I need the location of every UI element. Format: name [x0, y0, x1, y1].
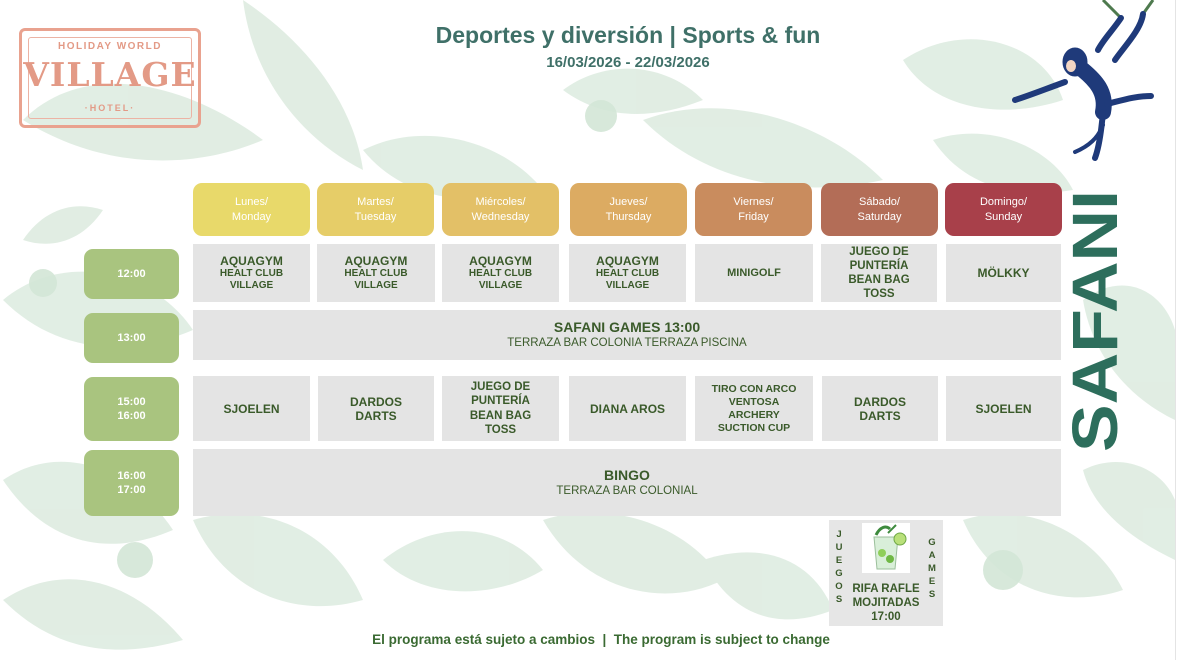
- activity-location: TERRAZA BAR COLONIAL: [556, 484, 698, 497]
- activity-cell-tue-12: [317, 244, 435, 302]
- activity-name: MINIGOLF: [727, 267, 781, 279]
- activity-cell-wed-15: [442, 376, 559, 441]
- day-header-thursday: [570, 183, 687, 236]
- activity-name: SUCTION CUP: [717, 421, 791, 434]
- activity-name: DARTS: [859, 408, 901, 423]
- schedule-page: [3, 0, 1176, 660]
- day-label-es: Lunes/: [234, 195, 269, 208]
- activity-name: AQUAGYM: [344, 254, 408, 268]
- activity-cell-fri-15: [695, 376, 813, 441]
- activity-name: ARCHERY: [728, 408, 780, 421]
- activity-location: HEALT CLUB: [219, 268, 284, 279]
- activity-cell-sat-12: [821, 244, 937, 302]
- logo-main-text: VILLAGE: [23, 55, 197, 94]
- activity-name: SJOELEN: [223, 401, 280, 416]
- activity-name: VENTOSA: [728, 395, 780, 408]
- activity-name: AQUAGYM: [469, 254, 532, 268]
- time-label-end: 17:00: [117, 484, 146, 496]
- activity-location: HEALT CLUB: [344, 268, 408, 279]
- day-header-sunday: [945, 183, 1062, 236]
- day-label-es: Domingo/: [979, 195, 1028, 208]
- monkey-illustration: [1003, 0, 1175, 170]
- time-slot-12: [84, 249, 179, 299]
- raffle-box: [829, 520, 943, 626]
- day-header-monday: [193, 183, 310, 236]
- activity-name: DARDOS: [853, 394, 906, 409]
- day-label-en: Sunday: [984, 210, 1023, 223]
- day-header-wednesday: [442, 183, 559, 236]
- day-header-friday: [695, 183, 812, 236]
- safani-brand-vertical: [1059, 186, 1131, 456]
- activity-name: JUEGO DE: [470, 380, 531, 393]
- raffle-line2: MOJITADAS: [852, 597, 920, 609]
- activity-name: PUNTERÍA: [849, 260, 909, 272]
- raffle-line1: RIFA RAFLE: [852, 583, 920, 595]
- activity-name: DIANA AROS: [589, 401, 666, 416]
- day-label-en: Wednesday: [471, 210, 530, 223]
- day-label-es: Viernes/: [733, 195, 774, 208]
- activity-name: TIRO CON ARCO: [711, 382, 797, 395]
- activity-name: BEAN BAG: [469, 409, 532, 422]
- activity-cell-sun-15: [946, 376, 1061, 441]
- raffle-text: [845, 582, 927, 624]
- activity-location: VILLAGE: [229, 280, 274, 291]
- activity-cell-thu-15: [569, 376, 686, 441]
- day-label-es: Miércoles/: [475, 195, 526, 208]
- activity-cell-mon-15: [193, 376, 310, 441]
- day-label-es: Sábado/: [859, 195, 900, 208]
- activity-cell-tue-15: [318, 376, 434, 441]
- activity-location: HEALT CLUB: [595, 268, 660, 279]
- day-label-en: Friday: [738, 210, 769, 223]
- activity-name: SAFANI GAMES 13:00: [553, 319, 701, 335]
- footer-disclaimer: El programa está sujeto a cambios | The program is subject to change: [372, 632, 830, 647]
- day-header-tuesday: [317, 183, 434, 236]
- logo-top-text: HOLIDAY WORLD: [58, 41, 162, 52]
- activity-location: TERRAZA BAR COLONIA TERRAZA PISCINA: [507, 337, 747, 349]
- activity-name: SJOELEN: [975, 401, 1032, 416]
- activity-row-13-safani-games: [193, 310, 1061, 360]
- day-label-en: Monday: [231, 210, 272, 223]
- time-label: 13:00: [117, 332, 146, 344]
- activity-location: HEALT CLUB: [468, 268, 533, 279]
- time-slot-16-17: [84, 450, 179, 516]
- hotel-logo: [19, 28, 201, 128]
- mojito-glass-icon: [862, 523, 910, 573]
- activity-row-16-bingo: [193, 449, 1061, 516]
- activity-name: DARTS: [355, 408, 397, 423]
- day-label-en: Thursday: [605, 210, 652, 223]
- raffle-time: 17:00: [871, 611, 901, 623]
- activity-name: BINGO: [604, 466, 650, 483]
- activity-name: PUNTERÍA: [471, 395, 530, 407]
- time-slot-13: [84, 313, 179, 363]
- activity-location: VILLAGE: [478, 280, 523, 291]
- day-label-en: Tuesday: [354, 210, 397, 223]
- time-label: 12:00: [117, 268, 146, 280]
- activity-name: TOSS: [863, 288, 895, 300]
- games-vertical-label: G A M E S: [928, 537, 936, 600]
- activity-name: AQUAGYM: [220, 254, 283, 268]
- time-label-start: 15:00: [117, 396, 146, 408]
- activity-location: VILLAGE: [605, 280, 650, 291]
- safani-text: SAFANI: [1059, 217, 1131, 452]
- activity-cell-wed-12: [442, 244, 559, 302]
- time-label-end: 16:00: [117, 410, 146, 422]
- activity-cell-sun-12: [946, 244, 1061, 302]
- day-label-es: Jueves/: [609, 195, 648, 208]
- day-header-saturday: [821, 183, 938, 236]
- activity-location: VILLAGE: [354, 280, 398, 291]
- date-range: 16/03/2026 - 22/03/2026: [546, 54, 710, 71]
- activity-cell-sat-15: [822, 376, 938, 441]
- day-label-en: Saturday: [857, 210, 902, 223]
- activity-name: AQUAGYM: [596, 254, 659, 268]
- time-label-start: 16:00: [117, 470, 146, 482]
- activity-name: TOSS: [484, 424, 517, 436]
- juegos-vertical-label: J U E G O S: [835, 529, 843, 605]
- page-title: Deportes y diversión | Sports & fun: [435, 22, 821, 48]
- activity-name: MÖLKKY: [977, 266, 1030, 280]
- activity-cell-thu-12: [569, 244, 686, 302]
- activity-name: JUEGO DE: [849, 246, 909, 258]
- day-label-es: Martes/: [357, 195, 394, 208]
- activity-cell-fri-12: [695, 244, 813, 302]
- activity-name: BEAN BAG: [848, 274, 910, 286]
- activity-cell-mon-12: [193, 244, 310, 302]
- time-slot-15-16: [84, 377, 179, 441]
- activity-name: DARDOS: [349, 394, 402, 409]
- logo-bottom-text: ·HOTEL·: [84, 103, 136, 113]
